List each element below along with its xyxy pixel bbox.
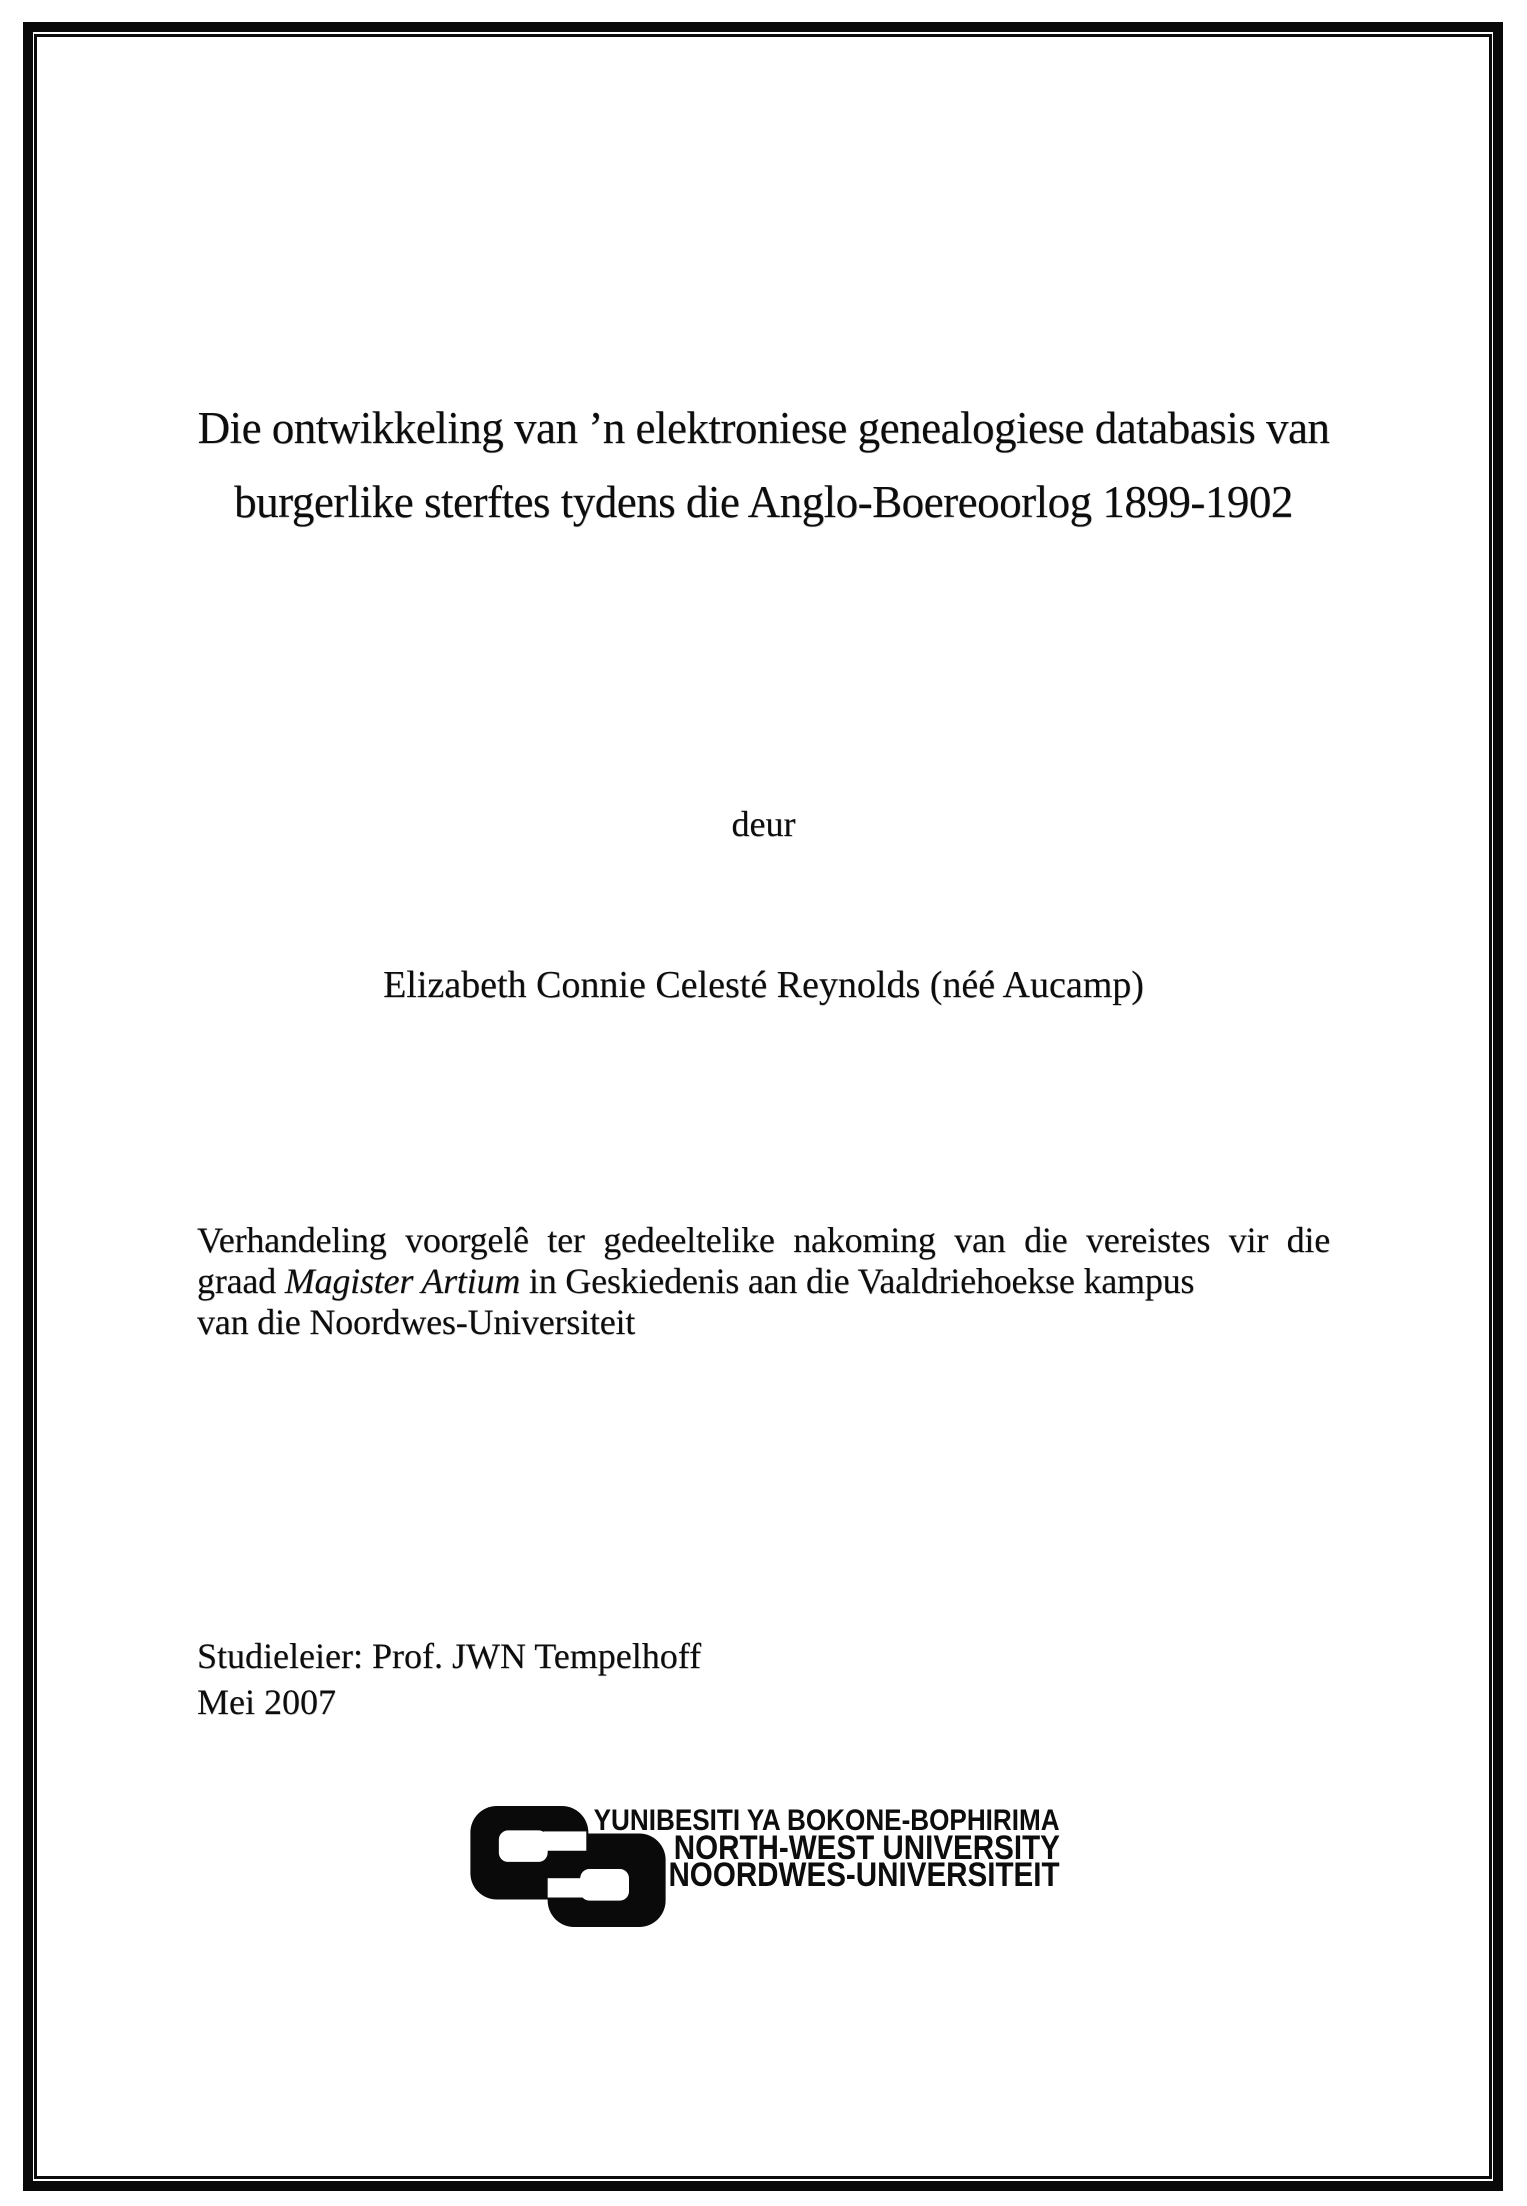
thesis-statement xyxy=(197,1220,1330,1343)
logo-text-afrikaans: NOORDWES-UNIVERSITEIT xyxy=(668,1856,1060,1894)
supervisor-block xyxy=(197,1633,1097,1725)
thesis-statement-line-1: Verhandeling voorgelê ter gedeeltelike nakoming van die vereistes vir die xyxy=(197,1220,1330,1260)
thesis-statement-line-3: van die Noordwes-Universiteit xyxy=(197,1302,636,1342)
degree-name-italic: Magister Artium xyxy=(284,1261,521,1301)
statement-line2-pre: graad xyxy=(197,1261,285,1301)
statement-line2-post: in Geskiedenis aan die Vaaldriehoekse kampus xyxy=(520,1261,1195,1301)
thesis-title-line-1: Die ontwikkeling van ’n elektroniese genealogiese databasis van xyxy=(197,403,1330,453)
thesis-statement-line-2 xyxy=(197,1261,1330,1302)
thesis-title-line-2: burgerlike sterftes tydens die Anglo-Boereoorlog 1899-1902 xyxy=(234,477,1293,527)
supervisor-line: Studieleier: Prof. JWN Tempelhoff xyxy=(197,1636,702,1676)
date-line: Mei 2007 xyxy=(197,1682,336,1722)
logo-text-english: NORTH-WEST UNIVERSITY xyxy=(673,1829,1060,1867)
author-name: Elizabeth Connie Celesté Reynolds (néé Aucamp) xyxy=(383,964,1144,1006)
logo-text-setswana: YUNIBESITI YA BOKONE-BOPHIRIMA xyxy=(594,1804,1060,1837)
thesis-title xyxy=(40,391,1487,539)
byline-label: deur xyxy=(731,804,796,844)
